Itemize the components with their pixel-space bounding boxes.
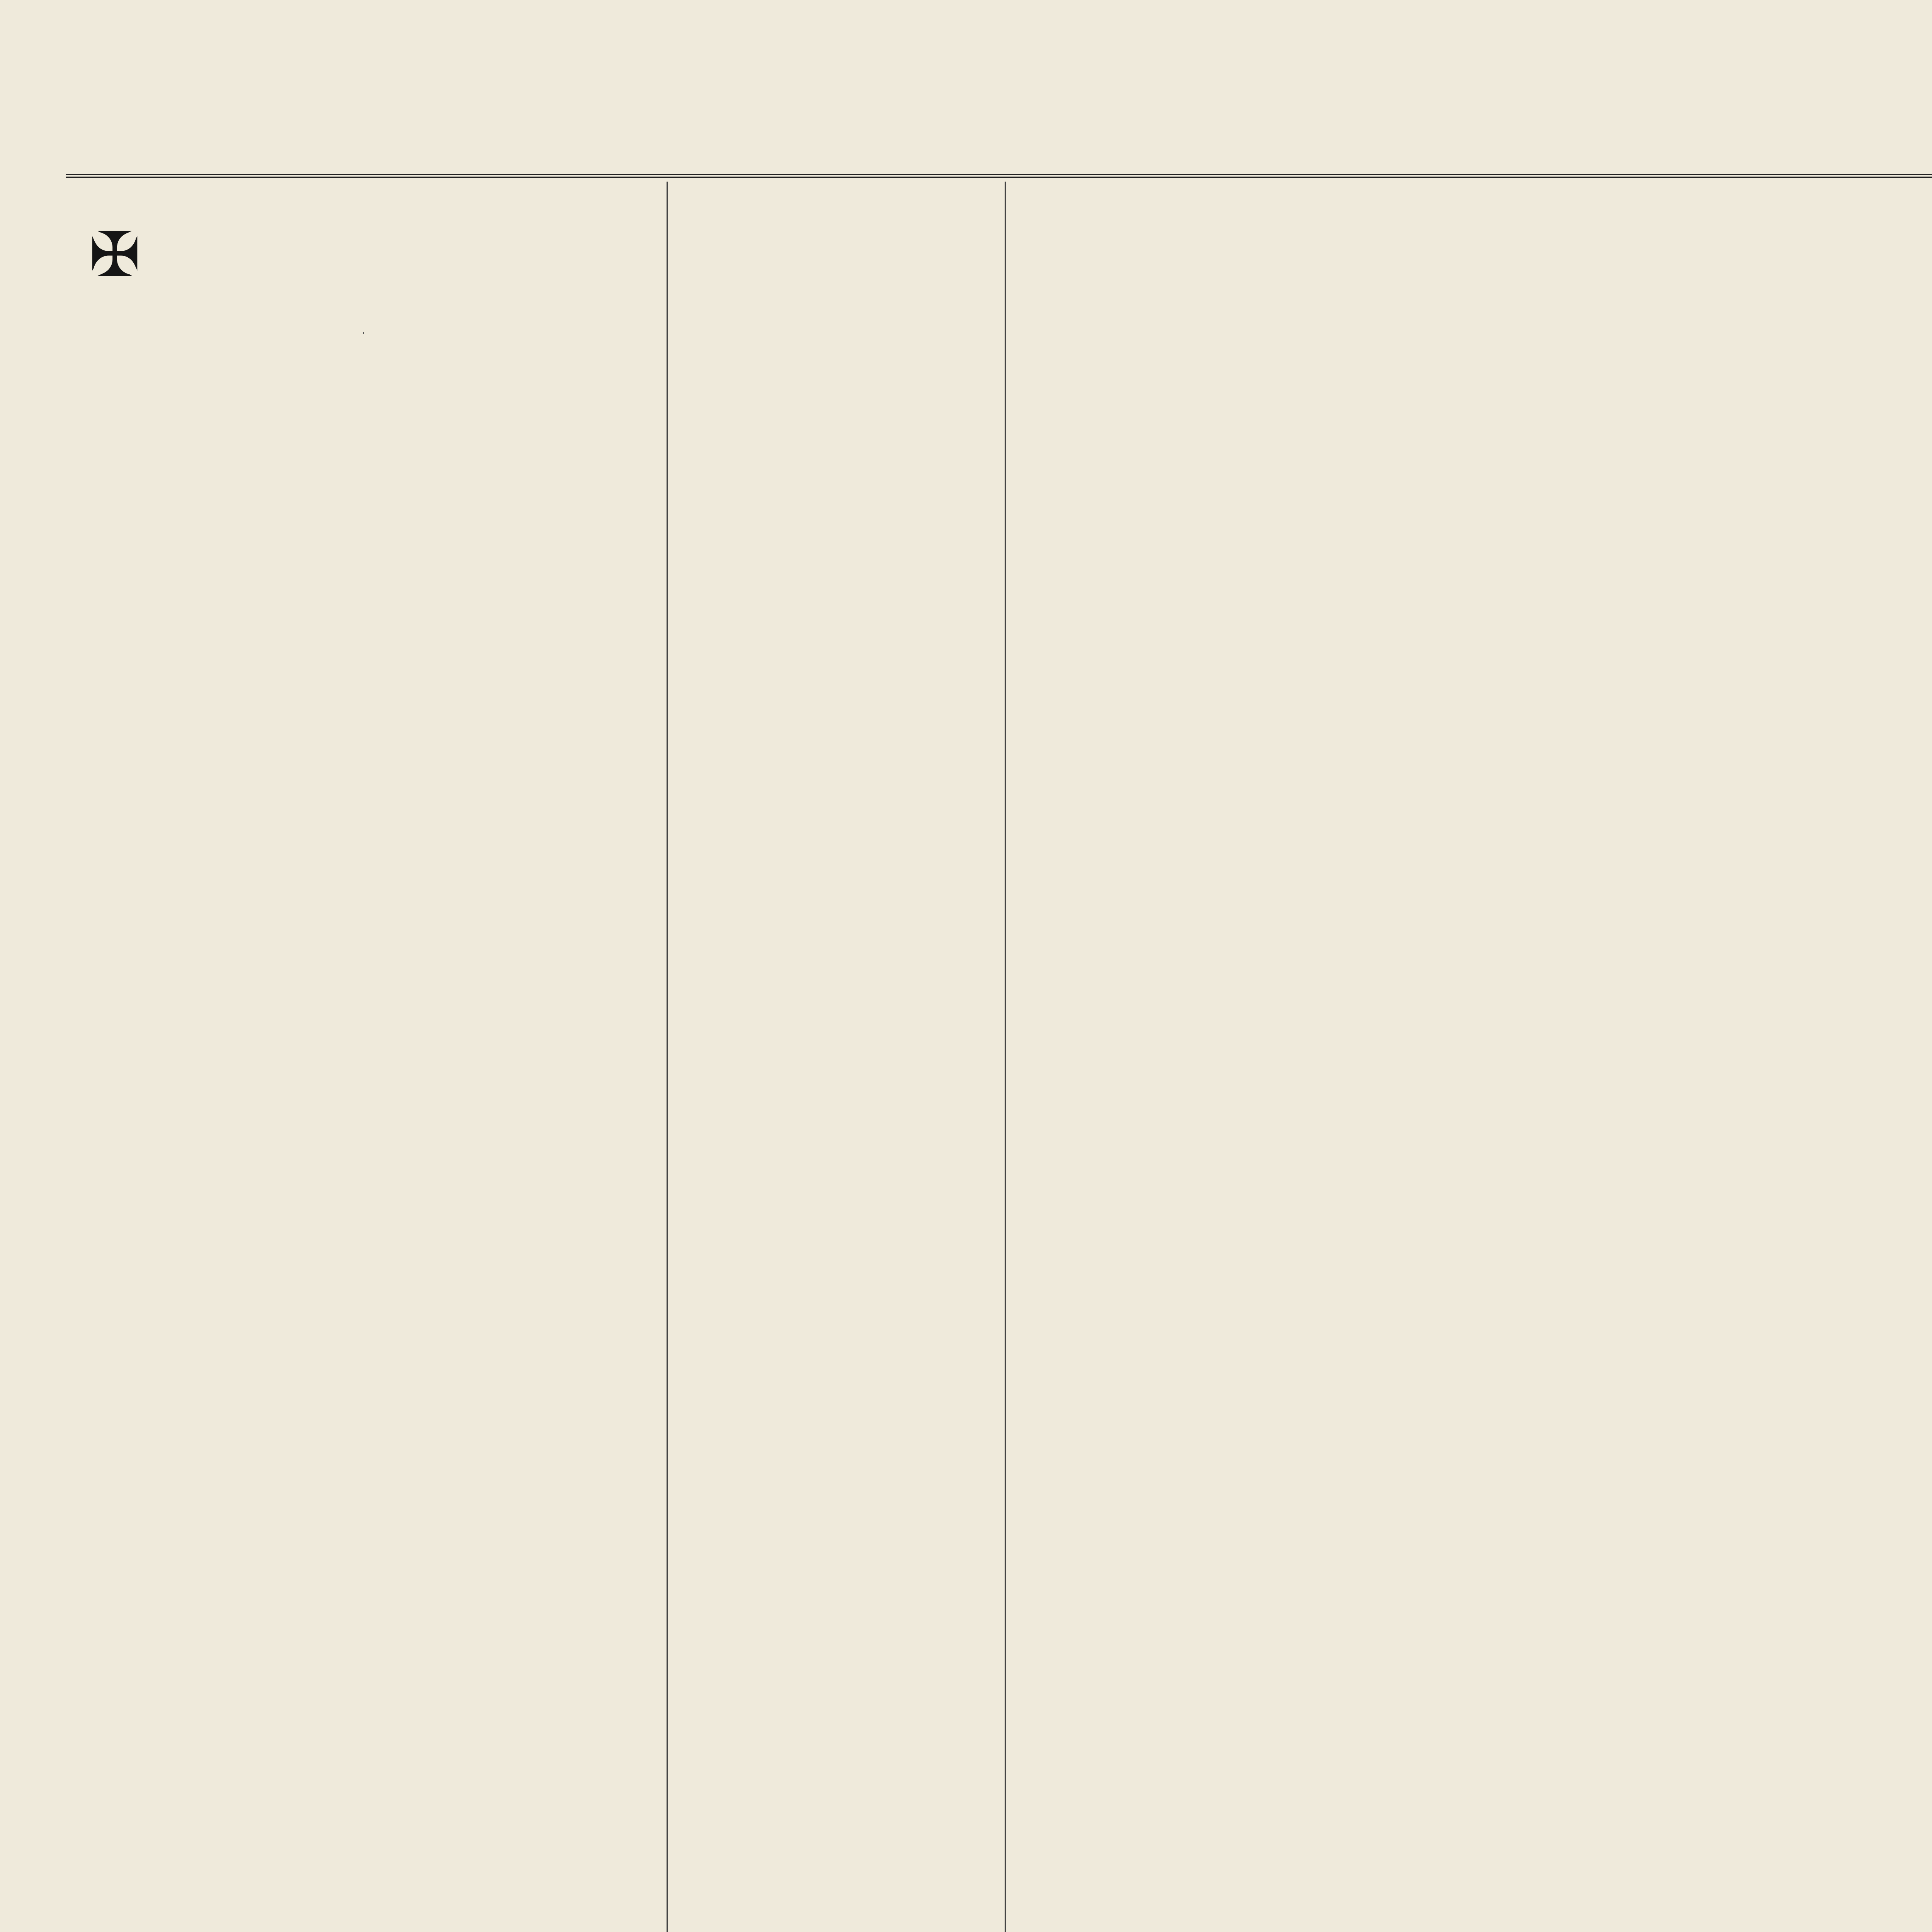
column-2 <box>674 182 999 1932</box>
whistling-body <box>66 332 661 334</box>
column-1 <box>66 182 661 1932</box>
cross-ornament-icon: ✠ <box>89 221 141 289</box>
column-3 <box>1012 182 1337 1932</box>
page-header <box>66 116 1932 178</box>
column-rule <box>667 182 668 1932</box>
column-rule <box>1005 182 1006 1932</box>
